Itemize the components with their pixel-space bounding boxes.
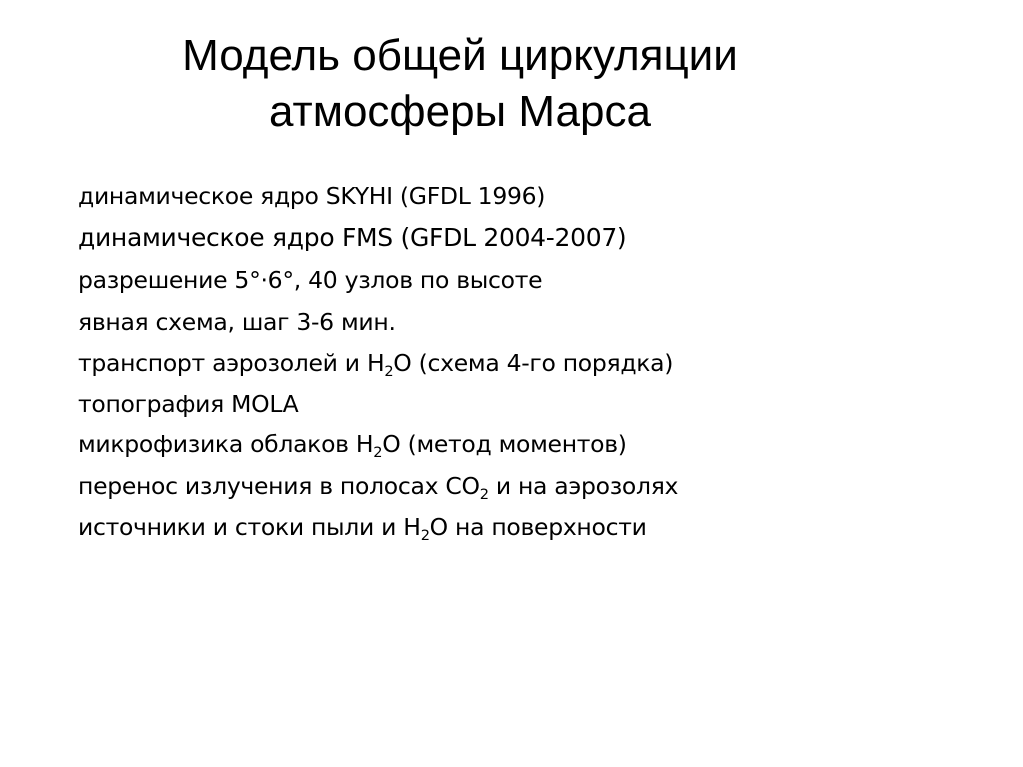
subscript: 2: [420, 527, 430, 545]
item-text: топография MOLA: [78, 390, 299, 418]
subscript: 2: [373, 444, 383, 462]
list-item: [78, 507, 647, 547]
title-line-1: Модель общей циркуляции: [182, 31, 738, 80]
slide-title: [0, 28, 920, 140]
item-text: динамическое ядро FMS (GFDL 2004-2007): [78, 223, 627, 252]
list-item: [78, 343, 673, 383]
list-item: [78, 384, 298, 424]
list-item: [78, 260, 542, 300]
item-text-pre: перенос излучения в полосах CO: [78, 472, 480, 500]
list-item: [78, 302, 396, 342]
subscript: 2: [479, 486, 489, 504]
list-item: [78, 424, 627, 464]
item-text-post: O (метод моментов): [382, 430, 627, 458]
item-text-post: O (схема 4-го порядка): [393, 349, 674, 377]
list-item: [78, 176, 545, 216]
item-text-post: и на аэрозолях: [488, 472, 679, 500]
item-text-post: O на поверхности: [429, 513, 647, 541]
list-item: [78, 466, 678, 506]
item-text: динамическое ядро SKYHI (GFDL 1996): [78, 182, 546, 210]
item-text-pre: микрофизика облаков H: [78, 430, 374, 458]
item-text-pre: источники и стоки пыли и H: [78, 513, 421, 541]
list-item: [78, 218, 626, 258]
subscript: 2: [384, 363, 394, 381]
item-text: явная схема, шаг 3-6 мин.: [78, 308, 396, 336]
item-text-pre: транспорт аэрозолей и H: [78, 349, 385, 377]
title-line-2: атмосферы Марса: [269, 87, 651, 136]
item-text: разрешение 5°⋅6°, 40 узлов по высоте: [78, 266, 543, 294]
